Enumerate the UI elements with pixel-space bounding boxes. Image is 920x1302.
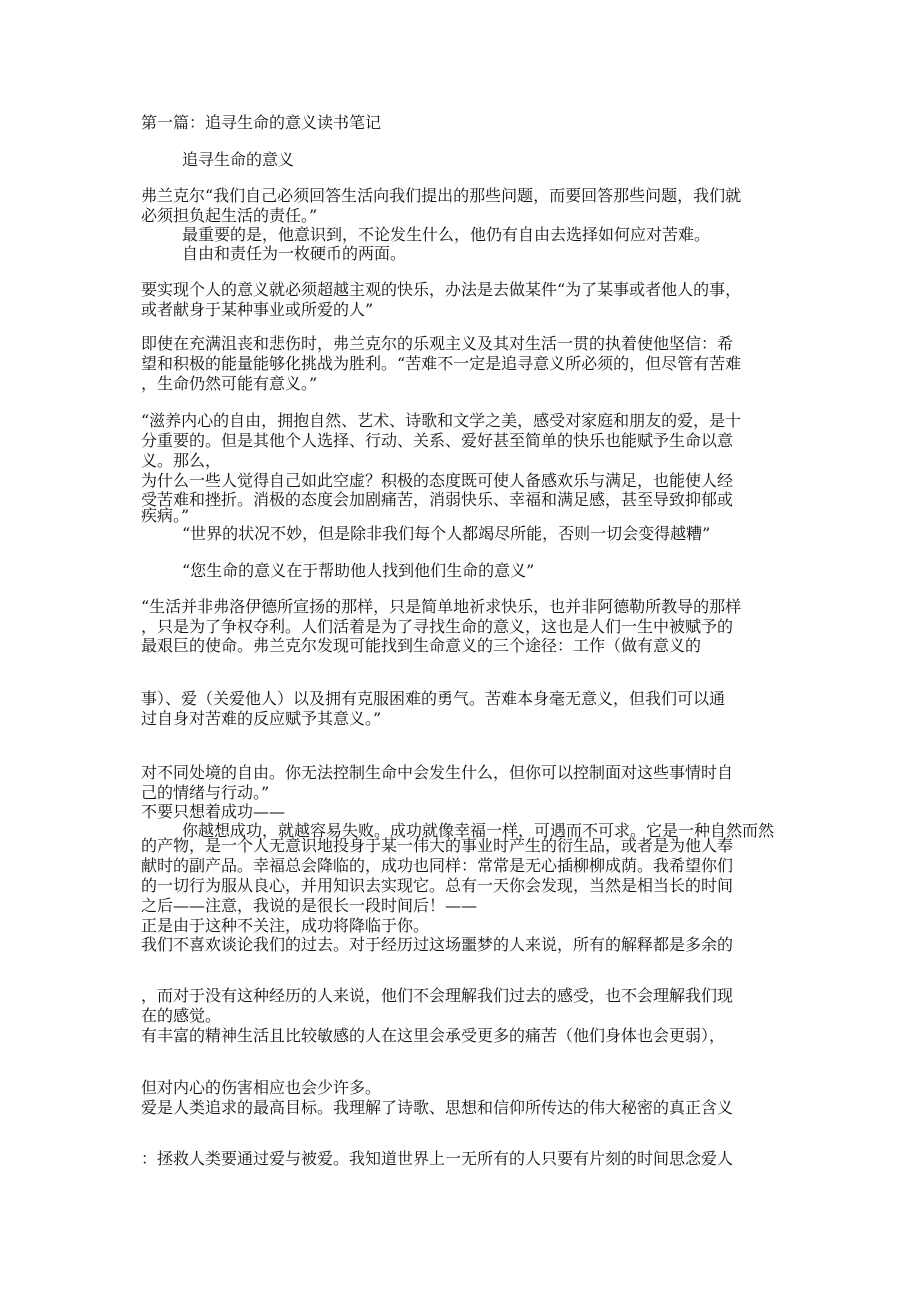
- text-line: 即使在充满沮丧和悲伤时，弗兰克尔的乐观主义及其对生活一贯的执着使他坚信：希: [141, 334, 734, 353]
- text-line: 但对内心的伤害相应也会少许多。: [141, 1078, 382, 1097]
- text-line: 为什么一些人觉得自己如此空虚？积极的态度既可使人备感欢乐与满足，也能使人经: [141, 471, 734, 490]
- text-line: 必须担负起生活的责任。”: [141, 206, 318, 225]
- text-line: 受苦难和挫折。消极的态度会加剧痛苦，消弱快乐、幸福和满足感，甚至导致抑郁或: [141, 490, 734, 509]
- text-line: 要实现个人的意义就必须超越主观的快乐，办法是去做某件“为了某事或者他人的事，: [141, 280, 742, 299]
- document-subtitle: 追寻生命的意义: [182, 150, 295, 169]
- text-line: 献时的副产品。幸福总会降临的，成功也同样：常常是无心插柳柳成荫。我希望你们: [141, 856, 734, 875]
- text-line: 你越想成功，就越容易失败。成功就像幸福一样，可遇而不可求。它是一种自然而然: [182, 821, 775, 840]
- text-line: 不要只想着成功——: [141, 802, 286, 821]
- text-line: 最重要的是，他意识到，不论发生什么，他仍有自由去选择如何应对苦难。: [182, 225, 711, 244]
- document-title: 第一篇：追寻生命的意义读书笔记: [141, 113, 382, 132]
- text-line: ，而对于没有这种经历的人来说，他们不会理解我们过去的感受，也不会理解我们现: [141, 986, 734, 1005]
- text-line: ：拯救人类要通过爱与被爱。我知道世界上一无所有的人只要有片刻的时间思念爱人: [141, 1149, 734, 1168]
- text-line: 过自身对苦难的反应赋予其意义。”: [141, 709, 382, 728]
- text-line: “滋养内心的自由，拥抱自然、艺术、诗歌和文学之美，感受对家庭和朋友的爱，是十: [141, 411, 742, 430]
- text-line: 己的情绪与行动。”: [141, 783, 270, 802]
- text-line: 正是由于这种不关注，成功将降临于你。: [141, 916, 430, 935]
- text-line: 爱是人类追求的最高目标。我理解了诗歌、思想和信仰所传达的伟大秘密的真正含义: [141, 1098, 734, 1117]
- text-line: “生活并非弗洛伊德所宣扬的那样，只是简单地祈求快乐，也并非阿德勒所教导的那样: [141, 597, 742, 616]
- text-line: 分重要的。但是其他个人选择、行动、关系、爱好甚至简单的快乐也能赋予生命以意: [141, 431, 734, 450]
- text-line: 疾病。”: [141, 506, 190, 525]
- text-line: 最艰巨的使命。弗兰克尔发现可能找到生命意义的三个途径：工作（做有意义的: [141, 636, 702, 655]
- text-line: 在的感觉。: [141, 1006, 222, 1025]
- text-line: 望和积极的能量能够化挑战为胜利。“苦难不一定是追寻意义所必须的，但尽管有苦难: [141, 354, 742, 373]
- text-line: 的产物，是一个人无意识地投身于某一伟大的事业时产生的衍生品，或者是为他人奉: [141, 836, 734, 855]
- text-line: 义。那么，: [141, 451, 222, 470]
- text-line: 或者献身于某种事业或所爱的人”: [141, 300, 374, 319]
- text-line: ，只是为了争权夺利。人们活着是为了寻找生命的意义，这也是人们一生中被赋予的: [141, 617, 734, 636]
- text-line: 事）、爱（关爱他人）以及拥有克服困难的勇气。苦难本身毫无意义，但我们可以通: [141, 689, 726, 708]
- text-line: 自由和责任为一枚硬币的两面。: [182, 244, 407, 263]
- text-line: “您生命的意义在于帮助他人找到他们生命的意义”: [182, 561, 535, 580]
- text-line: 我们不喜欢谈论我们的过去。对于经历过这场噩梦的人来说，所有的解释都是多余的: [141, 935, 734, 954]
- text-line: 有丰富的精神生活且比较敏感的人在这里会承受更多的痛苦（他们身体也会更弱），: [141, 1026, 726, 1045]
- text-line: 对不同处境的自由。你无法控制生命中会发生什么，但你可以控制面对这些事情时自: [141, 763, 734, 782]
- text-line: 弗兰克尔“我们自己必须回答生活向我们提出的那些问题，而要回答那些问题，我们就: [141, 186, 742, 205]
- text-line: 的一切行为服从良心，并用知识去实现它。总有一天你会发现，当然是相当长的时间: [141, 876, 734, 895]
- text-line: ，生命仍然可能有意义。”: [141, 374, 318, 393]
- text-line: “世界的状况不妙，但是除非我们每个人都竭尽所能，否则一切会变得越糟”: [182, 524, 711, 543]
- text-line: 之后——注意，我说的是很长一段时间后！——: [141, 896, 478, 915]
